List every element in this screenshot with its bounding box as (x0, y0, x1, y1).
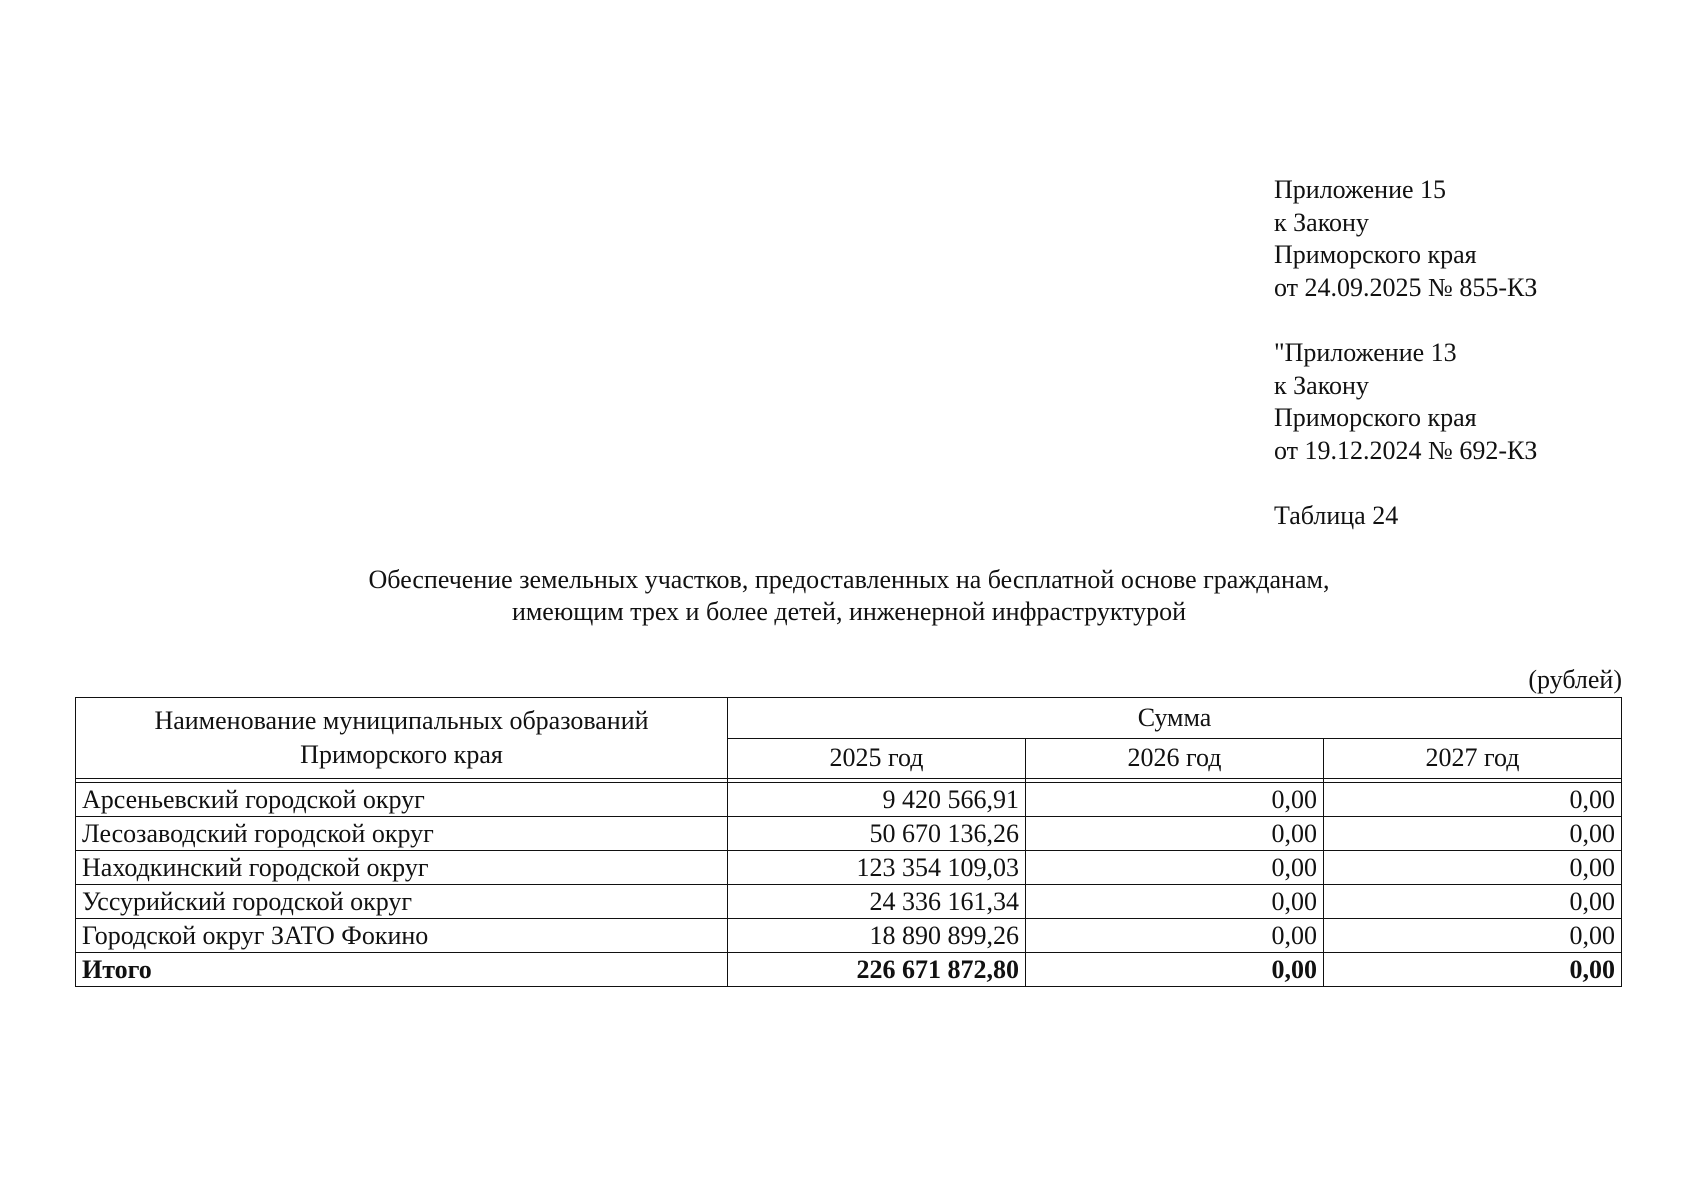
amount-2027: 0,00 (1324, 919, 1622, 953)
amount-2025: 123 354 109,03 (728, 851, 1026, 885)
document-title (0, 564, 1698, 628)
amount-2025: 18 890 899,26 (728, 919, 1026, 953)
previous-attachment-line: Приморского края (1274, 403, 1477, 432)
table-row (76, 783, 1622, 817)
total-amount-2025: 226 671 872,80 (728, 953, 1026, 987)
unit-label: (рублей) (1528, 665, 1622, 694)
previous-attachment-reference (1274, 337, 1537, 467)
municipality-name: Находкинский городской округ (76, 851, 728, 885)
amount-2025: 24 336 161,34 (728, 885, 1026, 919)
amount-2026: 0,00 (1026, 817, 1324, 851)
total-amount-2026: 0,00 (1026, 953, 1324, 987)
table-row (76, 851, 1622, 885)
header-year-2026: 2026 год (1026, 738, 1324, 779)
amount-2027: 0,00 (1324, 817, 1622, 851)
amount-2026: 0,00 (1026, 919, 1324, 953)
attachment-reference (1274, 174, 1537, 304)
total-amount-2027: 0,00 (1324, 953, 1622, 987)
attachment-line: от 24.09.2025 № 855-КЗ (1274, 272, 1538, 302)
table-row (76, 817, 1622, 851)
funding-table (75, 697, 1622, 987)
amount-2026: 0,00 (1026, 783, 1324, 817)
amount-2025: 9 420 566,91 (728, 783, 1026, 817)
title-line: Обеспечение земельных участков, предоставленных на бесплатной основе гражданам, (368, 565, 1330, 594)
previous-attachment-line: к Закону (1274, 370, 1369, 400)
previous-attachment-line: "Приложение 13 (1274, 338, 1457, 367)
header-municipality-line: Приморского края (300, 740, 503, 769)
table-row (76, 919, 1622, 953)
table-number-label: Таблица 24 (1274, 501, 1399, 530)
header-year-2027: 2027 год (1324, 738, 1622, 779)
attachment-line: Приморского края (1274, 240, 1477, 269)
previous-attachment-line: от 19.12.2024 № 692-КЗ (1274, 435, 1538, 465)
header-municipality-line: Наименование муниципальных образований (154, 706, 649, 735)
municipality-name: Лесозаводский городской округ (76, 817, 728, 851)
amount-2027: 0,00 (1324, 783, 1622, 817)
municipality-name: Городской округ ЗАТО Фокино (76, 919, 728, 953)
total-label: Итого (76, 953, 728, 987)
amount-2026: 0,00 (1026, 851, 1324, 885)
header-sum: Сумма (728, 698, 1622, 739)
header-municipality (76, 698, 728, 779)
amount-2027: 0,00 (1324, 885, 1622, 919)
title-line: имеющим трех и более детей, инженерной инфраструктурой (511, 597, 1187, 626)
total-row (76, 953, 1622, 987)
municipality-name: Арсеньевский городской округ (76, 783, 728, 817)
amount-2025: 50 670 136,26 (728, 817, 1026, 851)
municipality-name: Уссурийский городской округ (76, 885, 728, 919)
header-year-2025: 2025 год (728, 738, 1026, 779)
attachment-line: к Закону (1274, 207, 1369, 237)
attachment-line: Приложение 15 (1274, 175, 1447, 204)
table-row (76, 885, 1622, 919)
amount-2026: 0,00 (1026, 885, 1324, 919)
amount-2027: 0,00 (1324, 851, 1622, 885)
